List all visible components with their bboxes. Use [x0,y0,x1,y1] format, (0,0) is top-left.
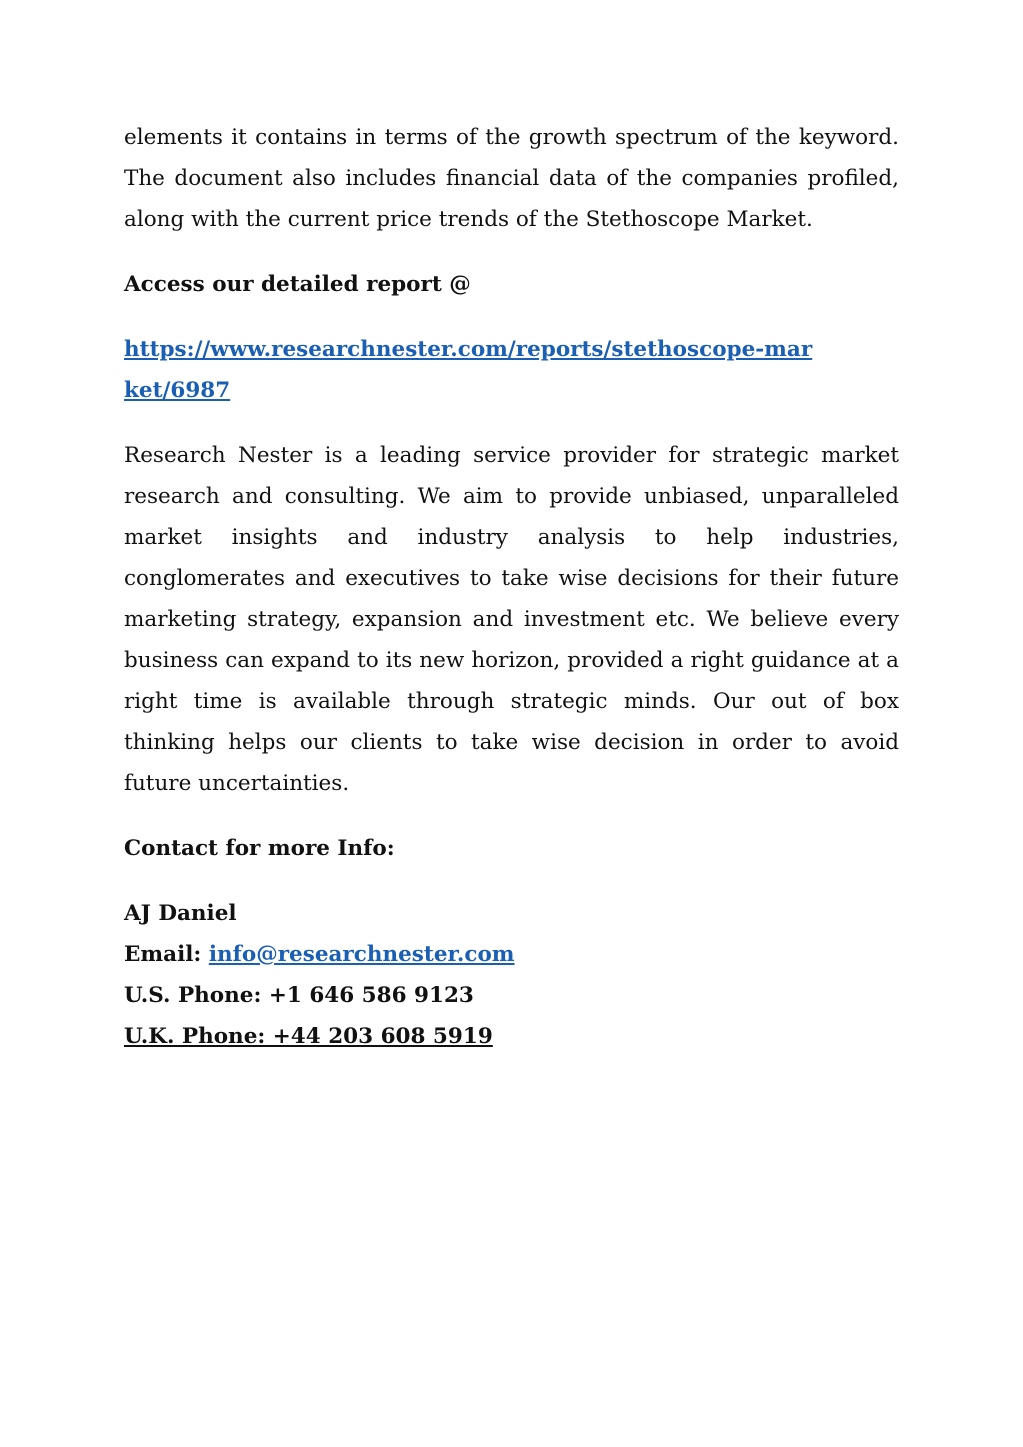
uk-phone: U.K. Phone: +44 203 608 5919 [124,1024,493,1049]
spacer [124,411,899,435]
email-link[interactable]: info@researchnester.com [208,942,515,967]
document-body [124,117,899,1057]
report-link-paragraph [124,329,899,411]
spacer [124,240,899,264]
us-phone: U.S. Phone: +1 646 586 9123 [124,983,474,1008]
spacer [124,869,899,893]
email-label: Email: [124,942,209,967]
intro-paragraph: elements it contains in terms of the growth spectrum of the keyword. The document also includes financial data of the companies profiled, along with the current price trends of the Stethoscope Market. [124,125,899,232]
contact-name: AJ Daniel [124,901,237,926]
contact-heading: Contact for more Info: [124,836,395,861]
report-link[interactable]: https://www.researchnester.com/reports/stethoscope-market/6987 [124,337,813,403]
contact-email-line [124,934,899,975]
about-paragraph: Research Nester is a leading service provider for strategic market research and consulting. We aim to provide unbiased, unparalleled market insights and industry analysis to help industries, conglomerates and executives to take wise decisions for their future marketing strategy, expansion and investment etc. We believe every business can expand to its new horizon, provided a right guidance at a right time is available through strategic minds. Our out of box thinking helps our clients to take wise decision in order to avoid future uncertainties. [124,443,899,796]
spacer [124,804,899,828]
access-report-heading: Access our detailed report @ [124,272,471,297]
spacer [124,305,899,329]
